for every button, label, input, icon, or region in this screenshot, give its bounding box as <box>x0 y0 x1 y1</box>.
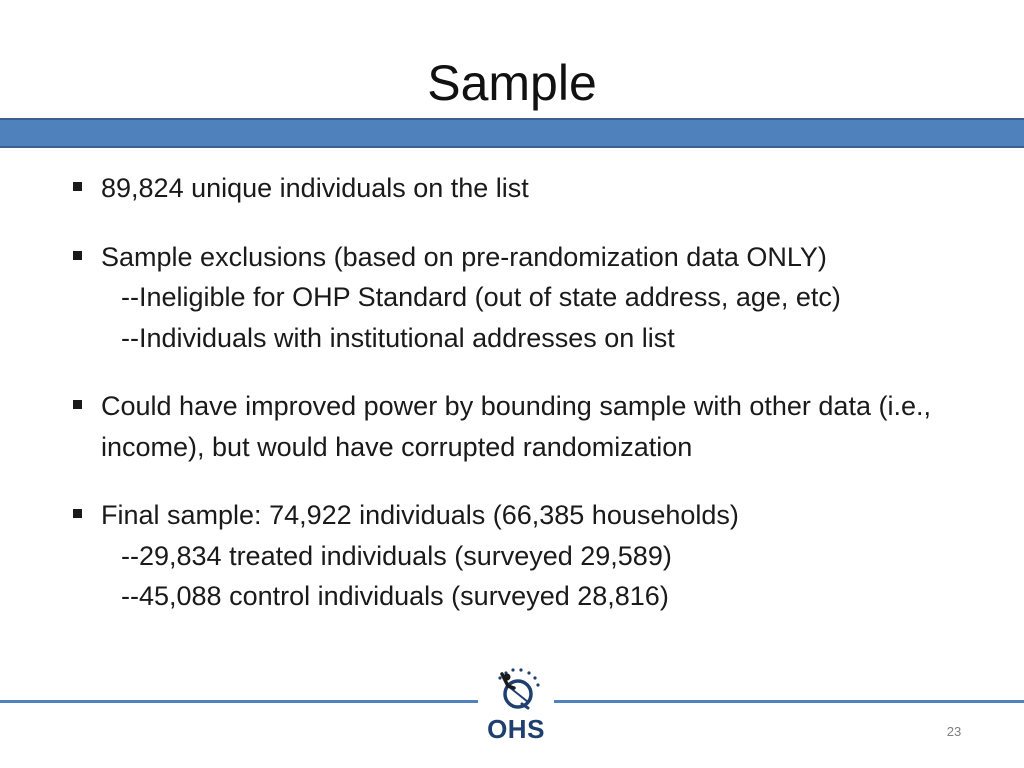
sub-item: --29,834 treated individuals (surveyed 29,589) <box>121 540 672 571</box>
footer-line-right <box>554 700 1024 703</box>
page-number: 23 <box>946 724 962 739</box>
square-bullet-icon <box>73 251 82 260</box>
bullet-text: 89,824 unique individuals on the list <box>101 173 529 203</box>
square-bullet-icon <box>73 400 82 409</box>
slide-title: Sample <box>427 55 597 111</box>
footer-line-left <box>0 700 478 703</box>
bullet-item <box>70 237 990 359</box>
bullet-text: Final sample: 74,922 individuals (66,385 households) <box>101 500 739 530</box>
bullet-item <box>70 386 990 467</box>
ohs-logo-text: OHS <box>487 714 545 744</box>
bullet-list <box>70 168 990 645</box>
sub-item: --Individuals with institutional addresses on list <box>121 322 675 353</box>
sub-item: --Ineligible for OHP Standard (out of state address, age, etc) <box>121 282 841 312</box>
square-bullet-icon <box>73 509 82 518</box>
bullet-text: Sample exclusions (based on pre-randomization data ONLY) <box>101 241 827 272</box>
square-bullet-icon <box>73 182 82 191</box>
sub-item: --45,088 control individuals (surveyed 28,816) <box>121 581 669 611</box>
title-underline-bar <box>0 118 1024 148</box>
bullet-text: Could have improved power by bounding sample with other data (i.e., income), but would have corrupted randomization <box>101 391 931 462</box>
bullet-item <box>70 495 990 617</box>
bullet-item <box>70 168 990 209</box>
